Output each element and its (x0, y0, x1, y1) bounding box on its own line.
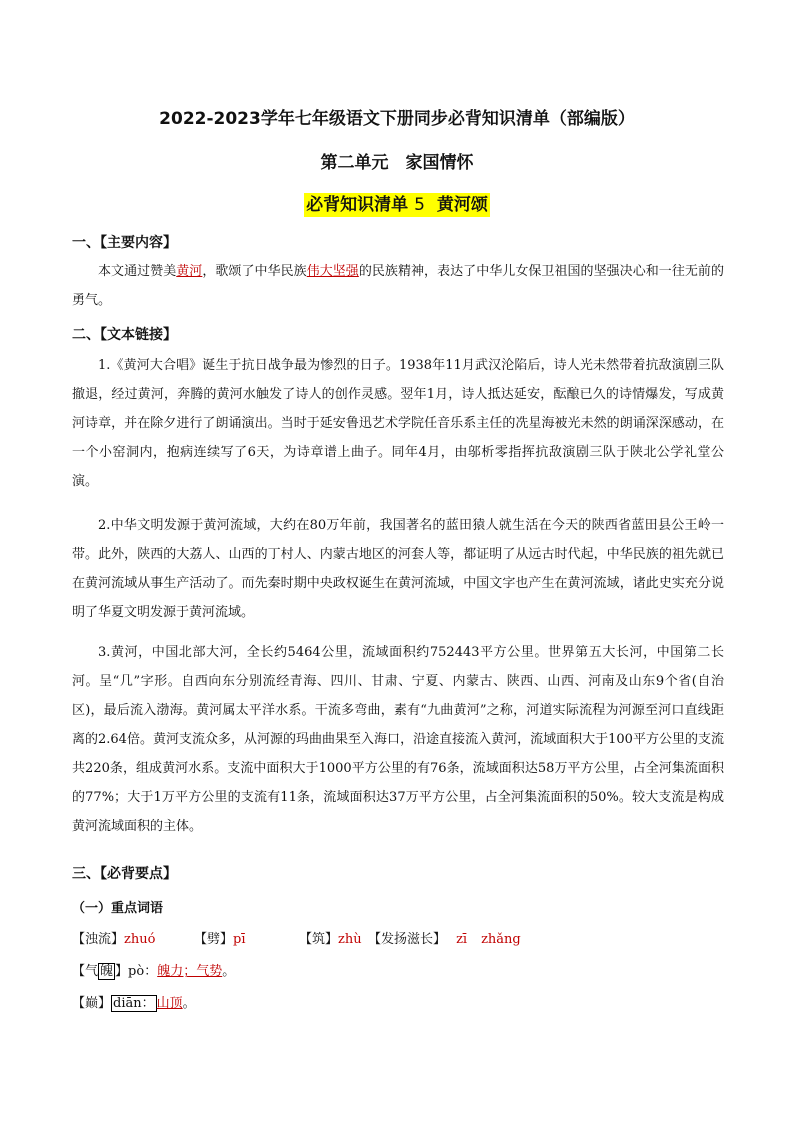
vocab-pinyin: zhǎng (481, 932, 521, 947)
vocab-word: 【浊流】 (72, 932, 125, 947)
text-run: 。 (222, 964, 236, 979)
unit-title: 第二单元 家国情怀 (320, 153, 474, 173)
vocab-word: 【气 (72, 964, 99, 979)
document-title: 2022-2023学年七年级语文下册同步必背知识清单（部编版） (159, 109, 635, 129)
text-run: 本文通过赞美 (98, 264, 177, 279)
list-title (0, 190, 794, 215)
list-prefix: 必背知识清单 (306, 195, 409, 215)
vocab-word: 【筑】 (299, 932, 339, 947)
text-run: 。 (182, 996, 196, 1011)
text-run: 的民族精神，表达了中华儿女保卫祖国的坚强决心和一往无前的勇气。 (72, 264, 724, 308)
section-key-points-heading: 三、【必背要点】 (72, 866, 177, 882)
keyword-yellow-river: 黄河 (176, 264, 203, 279)
vocab-pinyin: zhù (338, 932, 362, 947)
vocab-meaning: 魄力；气势 (157, 964, 223, 979)
list-number: 5 (414, 195, 425, 215)
text-link-paragraph-2: 2.中华文明发源于黄河流域，大约在80万年前，我国著名的蓝田猿人就生活在今天的陕西省蓝田县公王岭一带。此外，陕西的大荔人、山西的丁村人、内蒙古地区的河套人等，都证明了从远古时代起，中华民族的祖先就已在黄河流域从事生产活动了。而先秦时期中央政权诞生在黄河流域，中国文字也产生在黄河流域，诸此史实充分说明了华夏文明发源于黄河流域。 (72, 518, 724, 620)
section-main-content-heading: 一、【主要内容】 (72, 235, 177, 251)
vocab-word: 【巅】 (72, 996, 112, 1011)
main-content-paragraph (72, 257, 724, 315)
key-words-subheading: （一）重点词语 (72, 901, 164, 916)
vocab-pinyin: pī (233, 932, 246, 947)
vocab-pinyin: pò： (128, 964, 158, 979)
text-link-paragraph-1: 1.《黄河大合唱》诞生于抗日战争最为惨烈的日子。1938年11月武汉沦陷后，诗人光未然带着抗敌演剧三队撤退，经过黄河，奔腾的黄河水触发了诗人的创作灵感。翌年1月，诗人抵达延安，酝酿已久的诗情爆发，写成黄河诗章，并在除夕进行了朗诵演出。当时于延安鲁迅艺术学院任音乐系主任的冼星海被光未然的朗诵深深感动，在一个小窑洞内，抱病连续写了6天，为诗章谱上曲子。同年4月，由邬析零指挥抗敌演剧三队于陕北公学礼堂公演。 (72, 358, 724, 489)
boxed-pinyin: diān： (113, 996, 155, 1011)
vocab-word: 】 (115, 964, 129, 979)
list-title-highlight (304, 193, 490, 217)
text-run: ，歌颂了中华民族 (202, 264, 307, 279)
vocab-pinyin: zhuó (124, 932, 156, 947)
text-link-paragraph-3: 3.黄河，中国北部大河，全长约5464公里，流域面积约752443平方公里。世界第五大长河，中国第二长河。呈“几”字形。自西向东分别流经青海、四川、甘肃、宁夏、内蒙古、陕西、山西、河南及山东9个省(自治区)，最后流入渤海。黄河属太平洋水系。干流多弯曲，素有“九曲黄河”之称，河道实际流程为河源至河口直线距离的2.64倍。黄河支流众多，从河源的玛曲曲果至入海口，沿途直接流入黄河，流域面积大于100平方公里的支流共220条，组成黄河水系。支流中面积大于1000平方公里的有76条，流域面积达58万平方公里，占全河集流面积的77%；大于1万平方公里的支流有11条，流域面积达37万平方公里，占全河集流面积的50%。较大支流是构成黄河流域面积的主体。 (72, 645, 724, 834)
section-text-links-heading: 二、【文本链接】 (72, 327, 177, 343)
vocab-pinyin: zī (456, 932, 468, 947)
list-topic: 黄河颂 (436, 195, 488, 215)
boxed-character: 魄 (100, 964, 114, 979)
vocab-row-3 (72, 992, 196, 1011)
vocab-word: 【发扬滋长】 (368, 932, 447, 947)
vocab-word: 【劈】 (194, 932, 234, 947)
vocab-row-2 (72, 960, 235, 979)
vocab-row-1 (72, 928, 521, 947)
keyword-great-strong: 伟大坚强 (306, 264, 359, 279)
vocab-meaning: 山顶 (156, 996, 183, 1011)
